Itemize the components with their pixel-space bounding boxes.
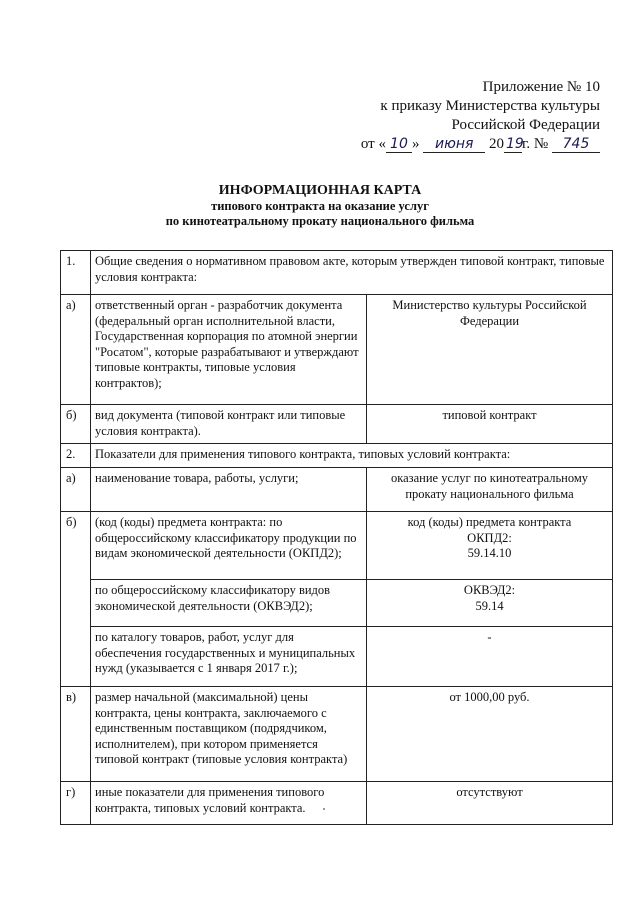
order-date-line: [340, 135, 600, 154]
table-row: [61, 687, 613, 782]
section-heading: Общие сведения о нормативном правовом акте, которым утвержден типовой контракт, типовые условия контракта:: [91, 251, 613, 295]
order-quote-close: »: [411, 136, 420, 152]
row-value: [367, 580, 613, 627]
appendix-header: [340, 78, 600, 154]
row-number: г): [61, 782, 91, 825]
order-prefix: от «: [360, 136, 386, 152]
value-line: код (коды) предмета контракта: [407, 515, 572, 529]
row-description: иные показатели для применения типового контракта, типовых условий контракта.: [91, 782, 367, 825]
row-number: а): [61, 468, 91, 512]
order-year-unit: г. №: [521, 136, 549, 152]
row-value: отсутствуют: [367, 782, 613, 825]
appendix-federation: Российской Федерации: [451, 117, 600, 133]
row-description: ответственный орган - разработчик документа (федеральный орган исполнительной власти, Государственная корпорация по атомной энергии "Росатом", которые разрабатывают и утверждают типовые контракты, типовые условия контрактов);: [91, 295, 367, 405]
row-value: от 1000,00 руб.: [367, 687, 613, 782]
card-title: ИНФОРМАЦИОННАЯ КАРТА: [218, 183, 422, 198]
row-value: -: [367, 627, 613, 687]
row-number: а): [61, 295, 91, 405]
card-subtitle-2: по кинотеатральному прокату национального фильма: [165, 214, 475, 228]
appendix-number: Приложение № 10: [482, 79, 600, 95]
table-row: [61, 512, 613, 580]
order-year-handwritten: 19: [505, 136, 524, 152]
row-number: 2.: [61, 444, 91, 468]
table-row: [61, 627, 613, 687]
value-line: 59.14.10: [467, 546, 512, 560]
row-number: 1.: [61, 251, 91, 295]
table-row: [61, 405, 613, 444]
row-value: типовой контракт: [367, 405, 613, 444]
row-value: оказание услуг по кинотеатральному прокату национального фильма: [367, 468, 613, 512]
table-row: [61, 444, 613, 468]
row-description: вид документа (типовой контракт или типовые условия контракта).: [91, 405, 367, 444]
order-number-handwritten: 745: [552, 136, 600, 153]
row-description: (код (коды) предмета контракта: по общероссийскому классификатору продукции по видам экономической деятельности (ОКПД2);: [91, 512, 367, 580]
scan-artifact: [323, 808, 325, 810]
info-card-table: [60, 250, 613, 825]
row-number: б): [61, 512, 91, 687]
row-value: [367, 512, 613, 580]
value-line: ОКПД2:: [467, 530, 512, 545]
row-description: по каталогу товаров, работ, услуг для обеспечения государственных и муниципальных нужд (указывается с 1 января 2017 г.);: [91, 627, 367, 687]
table-row: [61, 468, 613, 512]
order-year-prefix: 20: [488, 136, 504, 152]
value-line: ОКВЭД2:: [463, 583, 516, 597]
row-number: б): [61, 405, 91, 444]
table-row: [61, 580, 613, 627]
table-row: [61, 782, 613, 825]
table-row: [61, 295, 613, 405]
row-value: Министерство культуры Российской Федерации: [367, 295, 613, 405]
row-description: наименование товара, работы, услуги;: [91, 468, 367, 512]
row-description: по общероссийскому классификатору видов экономической деятельности (ОКВЭД2);: [91, 580, 367, 627]
section-heading: Показатели для применения типового контракта, типовых условий контракта:: [91, 444, 613, 468]
value-line: 59.14: [475, 598, 504, 613]
row-description: размер начальной (максимальной) цены контракта, цены контракта, заключаемого с единственным поставщиком (подрядчиком, исполнителем), при котором применяется типовой контракт (типовые условия контракта): [91, 687, 367, 782]
order-month-handwritten: июня: [423, 136, 485, 153]
card-subtitle-1: типового контракта на оказание услуг: [211, 199, 429, 213]
table-row: [61, 251, 613, 295]
row-number: в): [61, 687, 91, 782]
appendix-order-ref: к приказу Министерства культуры: [380, 98, 600, 114]
order-day-handwritten: 10: [386, 136, 412, 153]
